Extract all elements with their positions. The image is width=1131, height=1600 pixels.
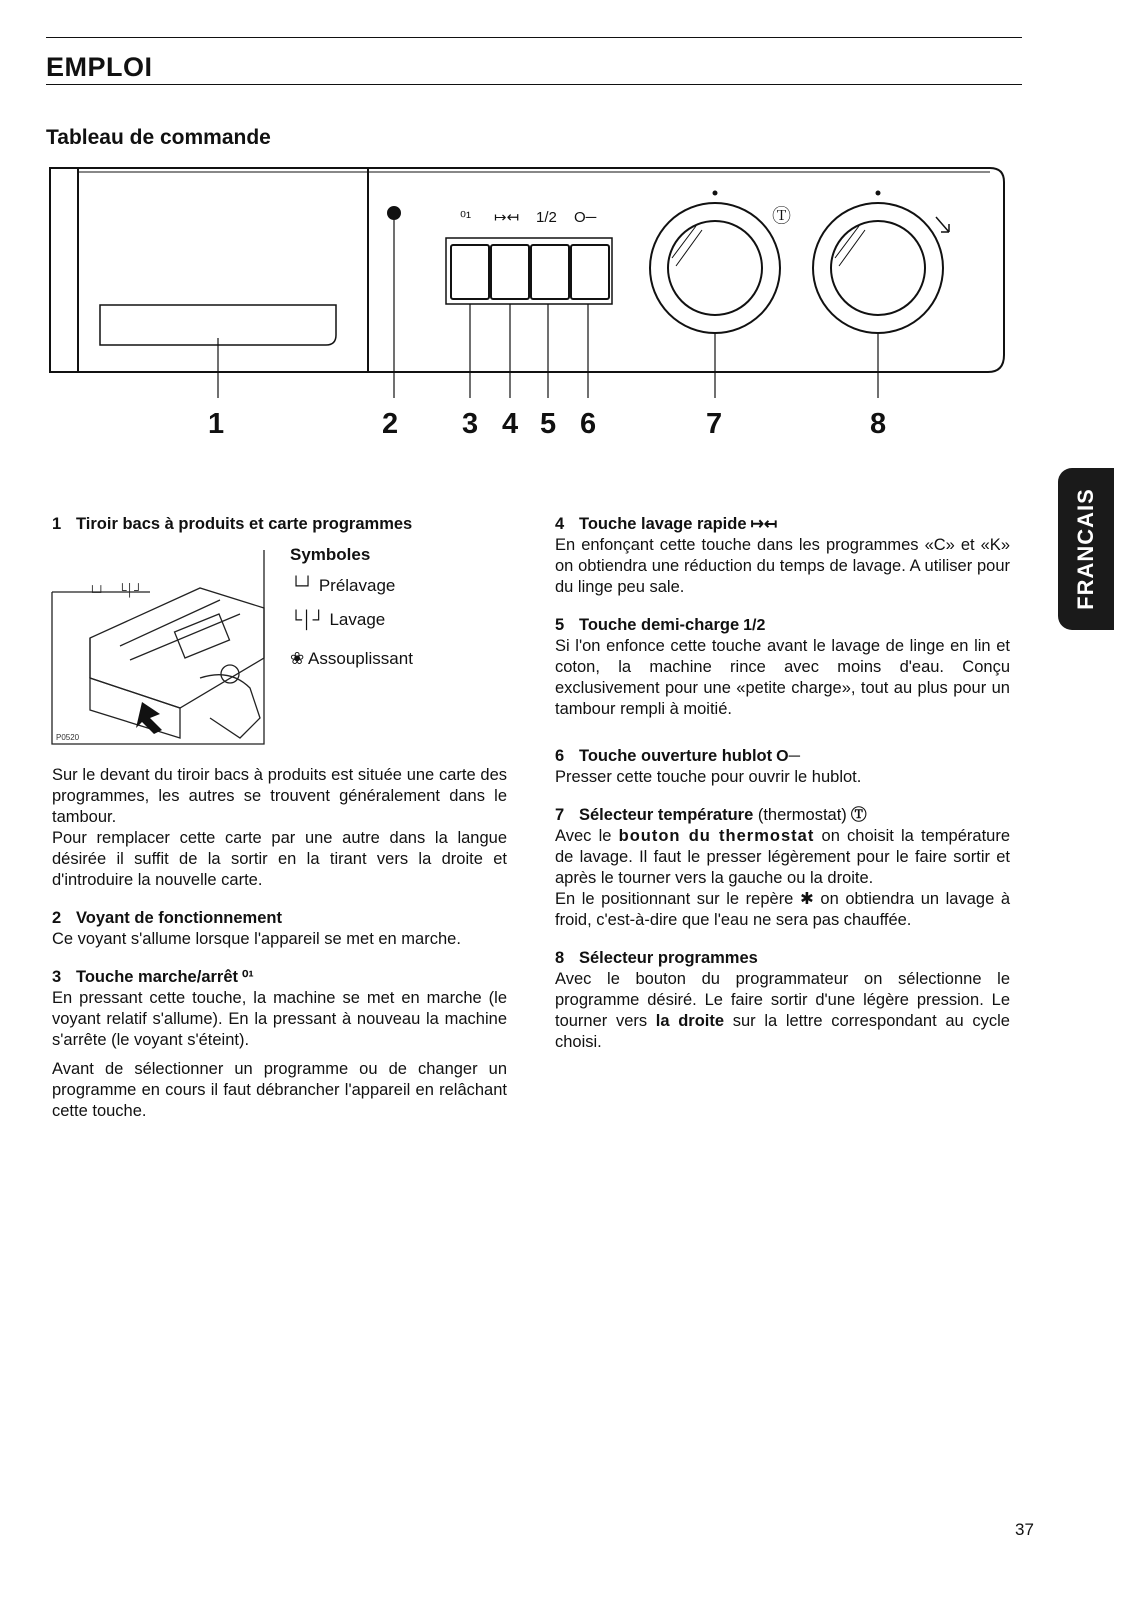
wash-mark: └│┘ <box>118 583 143 597</box>
page-number: 37 <box>1015 1520 1034 1539</box>
half-load-icon: 1/2 <box>743 617 766 634</box>
callout-7: 7 <box>706 408 723 440</box>
item-5-paragraph: Si l'on enfonce cette touche avant le lavage de linge en lin et coton, la machine rince avec moins d'eau. Conçu exclusivement pour une «petite charge», tout au plus pour un tambour rempli à moitié. <box>555 637 1010 718</box>
item-8-p1-bold: la droite <box>655 1012 725 1030</box>
item-7-p1-bold: bouton du thermostat <box>618 827 815 845</box>
wash-icon: └│┘ <box>290 610 325 629</box>
item-1-heading <box>52 514 522 535</box>
quick-wash-icon: ↦↤ <box>750 516 778 533</box>
item-7-number: 7 <box>555 806 565 824</box>
item-6-title: Touche ouverture hublot <box>579 747 773 765</box>
wash-label: Lavage <box>329 610 386 629</box>
item-1-title: Tiroir bacs à produits et carte programmes <box>76 515 413 533</box>
item-2-paragraph: Ce voyant s'allume lorsque l'appareil se met en marche. <box>52 930 461 948</box>
item-8-p1-rest: sur la lettre correspondant au cycle choisi. <box>555 1012 1010 1051</box>
left-column <box>52 765 507 1122</box>
language-tab <box>1058 468 1114 630</box>
symbol-half-load-icon: 1/2 <box>536 209 557 226</box>
symbol-wash <box>290 610 385 630</box>
callout-5: 5 <box>540 408 557 440</box>
symbol-prewash <box>290 576 395 596</box>
symbol-onoff-icon: ⁰¹ <box>460 209 472 226</box>
knob-highlight-7 <box>672 226 702 266</box>
rotate-arrow-icon <box>936 217 949 232</box>
callout-6: 6 <box>580 408 597 440</box>
item-7-paragraph-1 <box>555 826 1010 889</box>
item-4-title: Touche lavage rapide <box>579 515 747 533</box>
thermometer-symbol-icon: Ⓣ <box>850 807 867 824</box>
panel-outline <box>50 168 1004 372</box>
callout-2: 2 <box>382 408 399 440</box>
callout-4: 4 <box>502 408 519 440</box>
item-1-number: 1 <box>52 515 62 533</box>
callout-3: 3 <box>462 408 479 440</box>
item-1-paragraph-1: Sur le devant du tiroir bacs à produits est située une carte des programmes, les autres se trouvent généralement dans le tambour. <box>52 766 507 826</box>
symbol-softener <box>290 649 413 669</box>
item-5-number: 5 <box>555 616 565 634</box>
item-6-paragraph: Presser cette touche pour ouvrir le hublot. <box>555 768 862 786</box>
button-door-open <box>571 245 609 299</box>
softener-label: Assouplissant <box>308 649 413 668</box>
prewash-mark: └┘ <box>88 585 106 599</box>
symbol-door-key-icon: O─ <box>574 209 597 226</box>
prewash-label: Prélavage <box>318 576 396 595</box>
pilot-light <box>388 207 400 219</box>
onoff-icon: ⁰¹ <box>242 969 254 986</box>
item-7-title-suffix: (thermostat) <box>757 806 847 824</box>
item-4-paragraph: En enfonçant cette touche dans les programmes «C» et «K» on obtiendra une réduction du temps de lavage. A utiliser pour du linge peu sale. <box>555 536 1010 596</box>
thermostat-knob-outer <box>650 203 780 333</box>
item-7-paragraph-2 <box>555 889 1010 931</box>
programme-knob-outer <box>813 203 943 333</box>
item-4-number: 4 <box>555 515 565 533</box>
item-2-title: Voyant de fonctionnement <box>76 909 282 927</box>
item-3-title: Touche marche/arrêt <box>76 968 239 986</box>
item-5-title: Touche demi-charge <box>579 616 740 634</box>
button-onoff <box>451 245 489 299</box>
item-7-p1-rest: on choisit la température de lavage. Il faut le presser légèrement pour le faire sortir et après le tourner vers la gauche ou la droite. <box>555 827 1011 887</box>
knob-marker-7 <box>713 191 718 196</box>
item-8-title: Sélecteur programmes <box>579 949 758 967</box>
item-8-p1-lead: Avec le bouton du programmateur on sélectionne le programme désiré. Le faire sortir d'une légère pression. Le tourner vers <box>555 970 1010 1030</box>
symbols-title: Symboles <box>290 545 371 564</box>
item-7-p1-lead: Avec le <box>555 827 612 845</box>
cold-mark-icon: ✱ <box>799 890 814 908</box>
symbol-quick-wash-icon: ↦↤ <box>494 209 520 226</box>
knob-marker-8 <box>876 191 881 196</box>
item-8-number: 8 <box>555 949 565 967</box>
callout-8: 8 <box>870 408 887 440</box>
button-half-load <box>531 245 569 299</box>
item-7-title: Sélecteur température <box>579 806 754 824</box>
item-3-paragraph-2: Avant de sélectionner un programme ou de changer un programme en cours il faut débrancher l'appareil en relâchant cette touche. <box>52 1060 507 1120</box>
right-column <box>555 514 1010 1053</box>
control-panel-diagram <box>0 0 1131 440</box>
item-3-number: 3 <box>52 968 62 986</box>
thermostat-knob-inner <box>668 221 762 315</box>
thermometer-icon: Ⓣ <box>772 206 792 227</box>
item-8-paragraph <box>555 969 1010 1053</box>
pull-arrow-icon <box>136 702 162 734</box>
prewash-icon: └┘ <box>290 576 315 595</box>
drawer-illustration <box>50 548 266 746</box>
callout-1: 1 <box>208 408 225 440</box>
button-quick-wash <box>491 245 529 299</box>
figure-code: P0520 <box>56 733 80 742</box>
language-tab-label: FRANCAIS <box>1073 488 1098 610</box>
illustration-frame <box>52 550 264 744</box>
knob-highlight-8 <box>835 226 865 266</box>
softener-icon: ❀ <box>290 649 305 668</box>
item-6-number: 6 <box>555 747 565 765</box>
programme-knob-inner <box>831 221 925 315</box>
item-7-p2-rest: on obtiendra un lavage à froid, c'est-à-dire que l'eau ne sera pas chauffée. <box>555 890 1011 929</box>
section-title: EMPLOI <box>46 52 153 82</box>
door-key-icon: O─ <box>776 748 800 765</box>
item-1-paragraph-2: Pour remplacer cette carte par une autre dans la langue désirée il suffit de la sortir en la tirant vers la droite et d'introduire la nouvelle carte. <box>52 829 507 889</box>
item-3-paragraph-1: En pressant cette touche, la machine se met en marche (le voyant relatif s'allume). En la pressant à nouveau la machine s'arrête (le voyant s'éteint). <box>52 989 507 1049</box>
item-2-number: 2 <box>52 909 62 927</box>
subsection-title: Tableau de commande <box>46 126 271 149</box>
item-7-p2-lead: En le positionnant sur le repère <box>555 890 794 908</box>
